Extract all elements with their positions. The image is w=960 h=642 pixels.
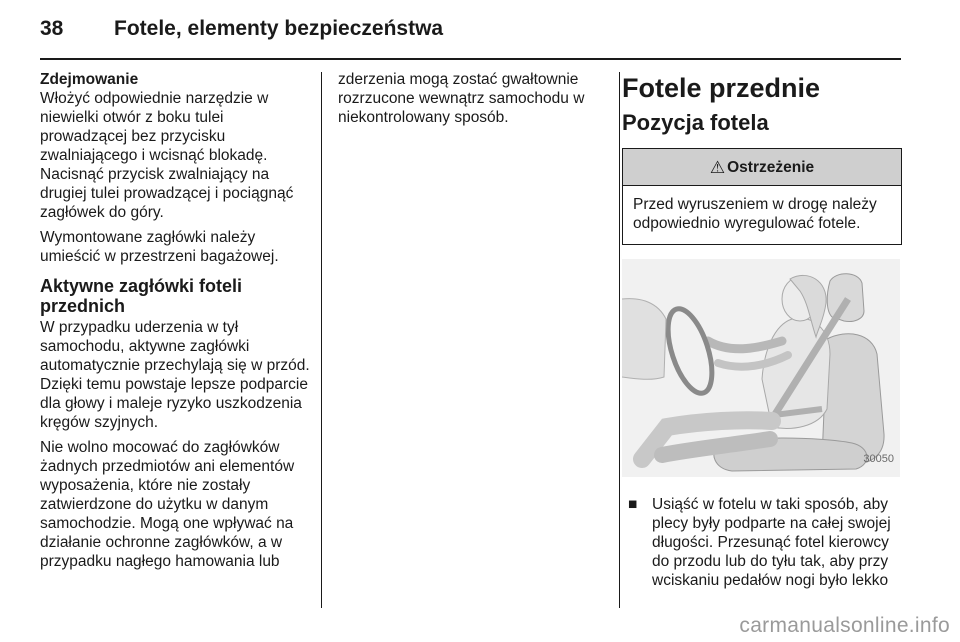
page-number: 38 bbox=[40, 17, 64, 40]
watermark: carmanualsonline.info bbox=[739, 614, 950, 637]
removal-paragraph-1: Włożyć odpowiednie narzędzie w niewielki otwór z boku tulei prowadzącej bez przycisku zwalniającego i wcisnąć blokadę. Nacisnąć przycisk zwalniający na drugiej tulei prowadzącej i pociągnąć zagłówek do góry. bbox=[40, 90, 294, 221]
chapter-title: Fotele, elementy bezpieczeństwa bbox=[114, 17, 444, 40]
seat-position-illustration bbox=[622, 259, 900, 477]
middle-column bbox=[338, 70, 610, 133]
warning-header bbox=[623, 149, 901, 186]
removal-paragraph-2: Wymontowane zagłówki należy umieścić w przestrzeni bagażowej. bbox=[40, 229, 279, 265]
subsection-title: Pozycja fotela bbox=[622, 110, 769, 135]
right-column bbox=[622, 66, 904, 590]
seat-illustration-drawing bbox=[622, 259, 900, 477]
page-header bbox=[0, 0, 960, 62]
removal-heading: Zdejmowanie bbox=[40, 71, 139, 88]
header-rule bbox=[40, 58, 901, 60]
left-column bbox=[40, 70, 312, 577]
warning-text: Przed wyruszeniem w drogę należy odpowiednio wyregulować fotele. bbox=[633, 196, 877, 232]
active-paragraph-2: Nie wolno mocować do zagłówków żadnych przedmiotów ani elementów wyposażenia, które nie zostały zatwierdzone do użytku w danym samochodzie. Mogą one wpływać na działanie ochronne zagłówków, a w przypadku nagłego hamowania lub bbox=[40, 439, 295, 570]
column-divider-left bbox=[321, 72, 322, 608]
list-item bbox=[622, 495, 904, 590]
middle-paragraph: zderzenia mogą zostać gwałtownie rozrzucone wewnątrz samochodu w niekontrolowany sposób. bbox=[338, 71, 585, 126]
warning-box bbox=[622, 148, 902, 245]
instruction-list bbox=[622, 495, 904, 590]
active-headrests-heading: Aktywne zagłówki foteli przednich bbox=[40, 276, 243, 316]
column-divider-right bbox=[619, 72, 620, 608]
bullet-square-icon: ■ bbox=[628, 496, 638, 513]
bullet-text: Usiąść w fotelu w taki sposób, aby plecy były podparte na całej swojej długości. Przesunąć fotel kierowcy do przodu lub do tyłu tak, aby przy wciskaniu pedałów nogi było lekko bbox=[652, 496, 891, 589]
warning-triangle-icon: ⚠ bbox=[709, 157, 726, 177]
warning-title: Ostrzeżenie bbox=[727, 158, 815, 176]
active-paragraph-1: W przypadku uderzenia w tył samochodu, aktywne zagłówki automatycznie przechylają się w przód. Dzięki temu powstaje lepsze podparcie dla głowy i maleje ryzyko uszkodzenia kręgów szyjnych. bbox=[40, 319, 310, 431]
section-title: Fotele przednie bbox=[622, 73, 821, 103]
figure-number: 30050 bbox=[863, 453, 894, 465]
